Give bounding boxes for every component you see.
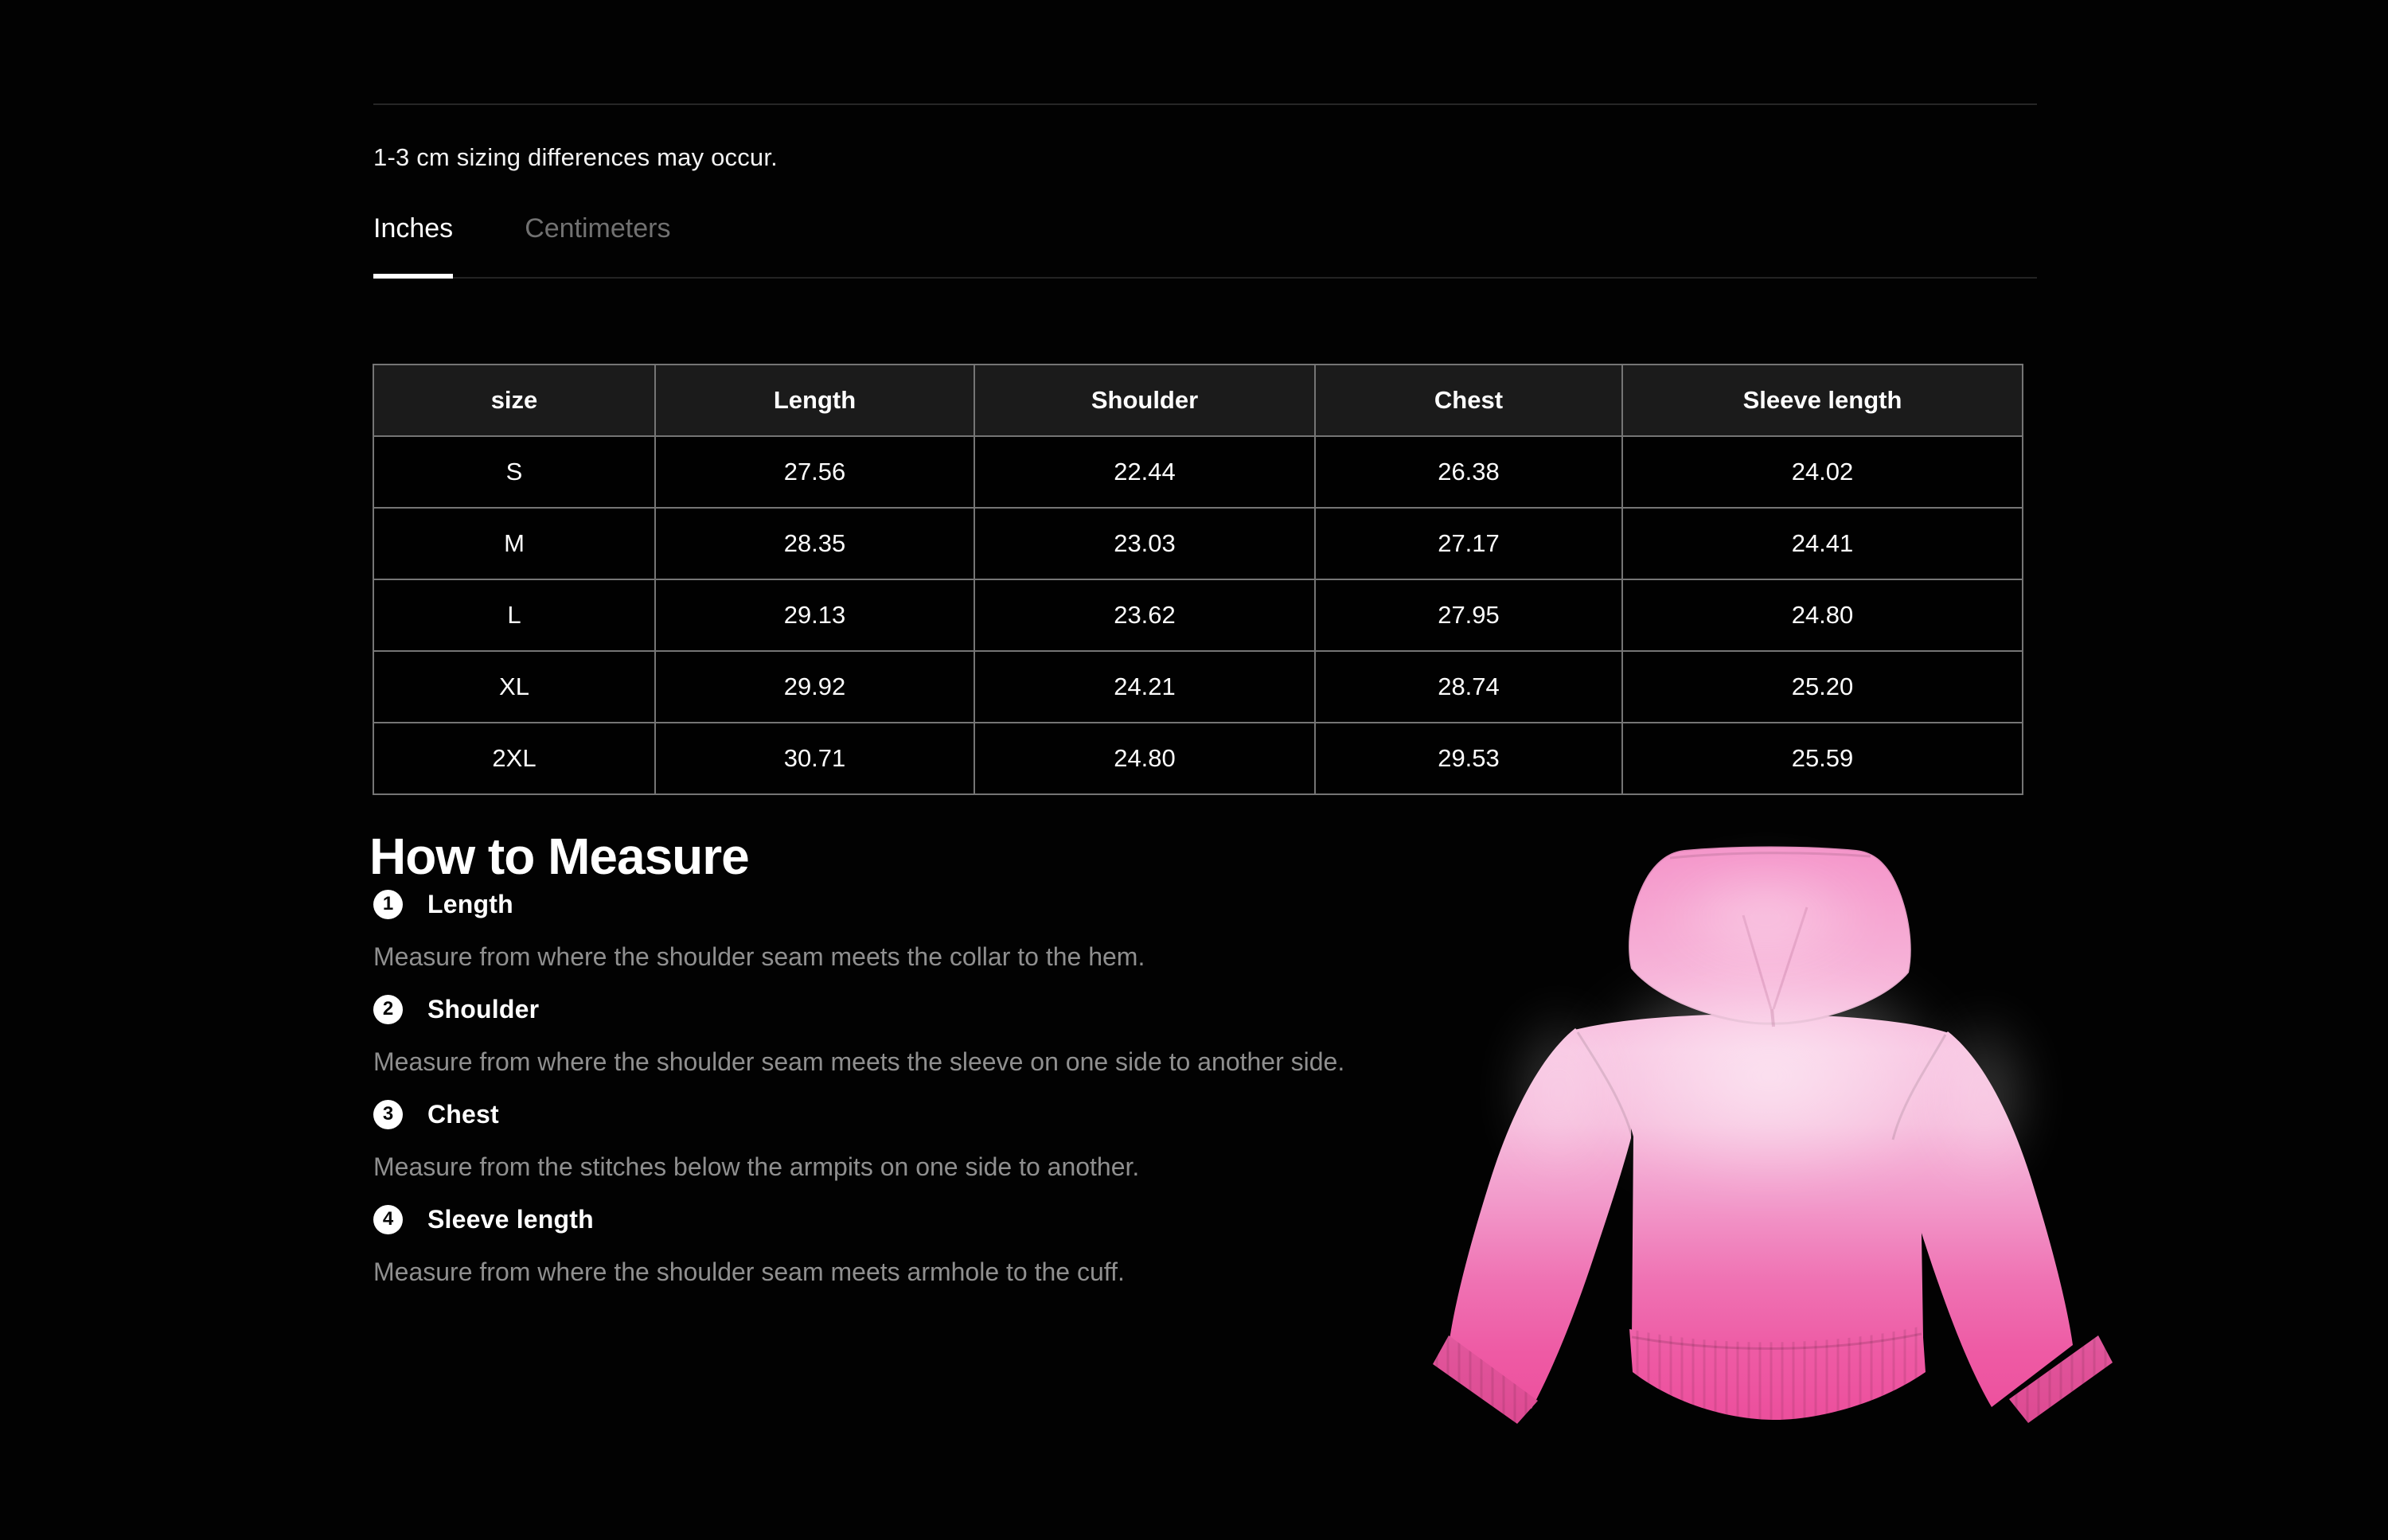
table-row-m [373, 508, 2023, 579]
cell-chest: 29.53 [1315, 723, 1622, 794]
tab-centimeters[interactable]: Centimeters [525, 213, 671, 244]
cell-size: 2XL [373, 723, 655, 794]
product-image-hoodie-back [1431, 821, 2116, 1426]
how-to-measure-title: How to Measure [369, 828, 749, 885]
column-header-shoulder: Shoulder [974, 365, 1315, 436]
size-chart-table [373, 364, 2023, 795]
top-divider [373, 103, 2037, 105]
cell-length: 29.13 [655, 579, 974, 651]
cell-length: 28.35 [655, 508, 974, 579]
measure-number-badge-4: 4 [373, 1205, 403, 1234]
measure-item-label: Sleeve length [427, 1204, 594, 1234]
column-header-size: size [373, 365, 655, 436]
unit-tabs [373, 212, 2037, 279]
cell-size: XL [373, 651, 655, 723]
measure-item-header [373, 1202, 1440, 1237]
cell-sleeve-length: 24.80 [1622, 579, 2023, 651]
measure-item-length [373, 887, 1440, 974]
cell-length: 30.71 [655, 723, 974, 794]
cell-sleeve-length: 24.02 [1622, 436, 2023, 508]
tab-inches[interactable]: Inches [373, 212, 453, 279]
cell-chest: 28.74 [1315, 651, 1622, 723]
measure-item-label: Chest [427, 1099, 499, 1129]
measure-item-shoulder [373, 992, 1440, 1079]
cell-size: S [373, 436, 655, 508]
cell-length: 29.92 [655, 651, 974, 723]
measure-number-badge-1: 1 [373, 890, 403, 919]
table-row-2xl [373, 723, 2023, 794]
measure-item-chest [373, 1097, 1440, 1184]
table-row-s [373, 436, 2023, 508]
measure-item-label: Shoulder [427, 994, 540, 1023]
measure-item-header [373, 887, 1440, 922]
cell-chest: 27.17 [1315, 508, 1622, 579]
column-header-length: Length [655, 365, 974, 436]
cell-sleeve-length: 25.59 [1622, 723, 2023, 794]
measure-item-sleeve-length [373, 1202, 1440, 1289]
measure-item-description: Measure from where the shoulder seam meets the sleeve on one side to another side. [373, 1047, 1345, 1076]
column-header-sleeve-length: Sleeve length [1622, 365, 2023, 436]
measure-item-description: Measure from the stitches below the armpits on one side to another. [373, 1152, 1140, 1181]
sizing-notice-text: 1-3 cm sizing differences may occur. [373, 143, 778, 171]
cell-chest: 26.38 [1315, 436, 1622, 508]
table-row-l [373, 579, 2023, 651]
cell-size: L [373, 579, 655, 651]
table-row-xl [373, 651, 2023, 723]
measure-item-description: Measure from where the shoulder seam meets the collar to the hem. [373, 942, 1145, 971]
measure-item-header [373, 992, 1440, 1027]
measure-item-header [373, 1097, 1440, 1132]
cell-chest: 27.95 [1315, 579, 1622, 651]
measure-item-label: Length [427, 889, 513, 918]
cell-sleeve-length: 25.20 [1622, 651, 2023, 723]
cell-shoulder: 24.80 [974, 723, 1315, 794]
measure-instructions-list [373, 887, 1440, 1307]
cell-sleeve-length: 24.41 [1622, 508, 2023, 579]
table-header-row [373, 365, 2023, 436]
cell-shoulder: 24.21 [974, 651, 1315, 723]
cell-size: M [373, 508, 655, 579]
cell-length: 27.56 [655, 436, 974, 508]
measure-item-description: Measure from where the shoulder seam meets armhole to the cuff. [373, 1257, 1125, 1286]
cell-shoulder: 22.44 [974, 436, 1315, 508]
measure-number-badge-3: 3 [373, 1100, 403, 1129]
measure-number-badge-2: 2 [373, 995, 403, 1024]
cell-shoulder: 23.62 [974, 579, 1315, 651]
cell-shoulder: 23.03 [974, 508, 1315, 579]
column-header-chest: Chest [1315, 365, 1622, 436]
